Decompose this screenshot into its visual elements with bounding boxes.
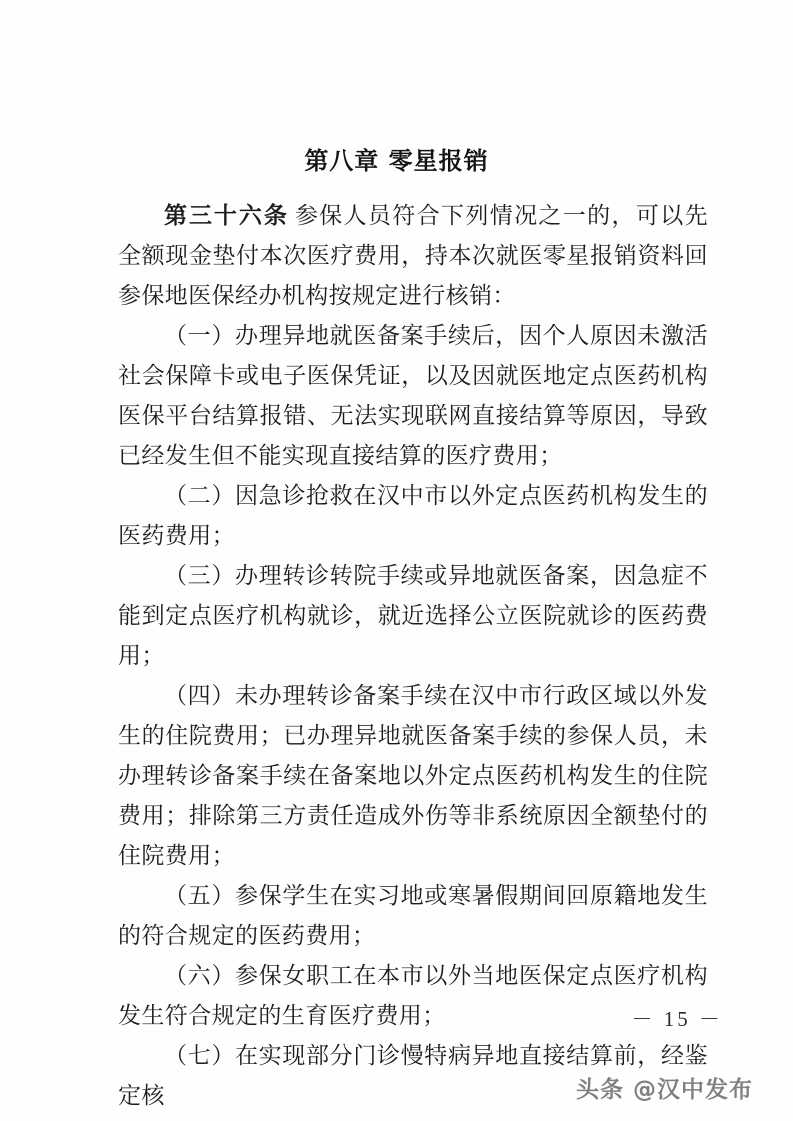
clause-item — [118, 316, 708, 476]
clause-text: 办理异地就医备案手续后，因个人原因未激活社会保障卡或电子医保凭证，以及因就医地定点医药机构医保平台结算报错、无法实现联网直接结算等原因，导致已经发生但不能实现直接结算的医疗费用； — [118, 323, 709, 468]
article-lead-text: 参保人员符合下列情况之一的，可以先全额现金垫付本次医疗费用，持本次就医零星报销资料回参保地医保经办机构按规定进行核销： — [118, 203, 708, 308]
clause-marker: （七） — [164, 1043, 235, 1068]
clause-marker: （一） — [164, 323, 235, 348]
clause-marker: （二） — [164, 483, 235, 508]
clause-marker: （五） — [164, 883, 235, 908]
clause-text: 参保学生在实习地或寒暑假期间回原籍地发生的符合规定的医药费用； — [118, 883, 709, 948]
clause-text: 因急诊抢救在汉中市以外定点医药机构发生的医药费用； — [118, 483, 709, 548]
clause-marker: （六） — [164, 963, 235, 988]
clause-item — [118, 476, 708, 556]
clause-item — [118, 876, 708, 956]
document-body — [118, 196, 708, 1116]
article-lead-paragraph — [118, 196, 708, 316]
chapter-title: 第八章 零星报销 — [304, 147, 489, 176]
page-number: － 15 － — [631, 1007, 723, 1031]
clause-text: 办理转诊转院手续或异地就医备案，因急症不能到定点医疗机构就诊，就近选择公立医院就诊的医药费用； — [118, 563, 709, 668]
clause-text: 参保女职工在本市以外当地医保定点医疗机构发生符合规定的生育医疗费用； — [118, 963, 709, 1028]
clause-item — [118, 956, 708, 1036]
clause-text: 未办理转诊备案手续在汉中市行政区域以外发生的住院费用；已办理异地就医备案手续的参保人员，未办理转诊备案手续在备案地以外定点医药机构发生的住院费用；排除第三方责任造成外伤等非系统原因全额垫付的住院费用； — [118, 683, 709, 868]
clause-item — [118, 676, 708, 876]
clause-text: 在实现部分门诊慢特病异地直接结算前，经鉴定核 — [118, 1043, 709, 1108]
clause-item — [118, 556, 708, 676]
clause-marker: （四） — [164, 683, 235, 708]
article-number: 第三十六条 — [164, 203, 289, 229]
clause-marker: （三） — [164, 563, 235, 588]
watermark: 头条 @汉中发布 — [575, 1077, 753, 1103]
